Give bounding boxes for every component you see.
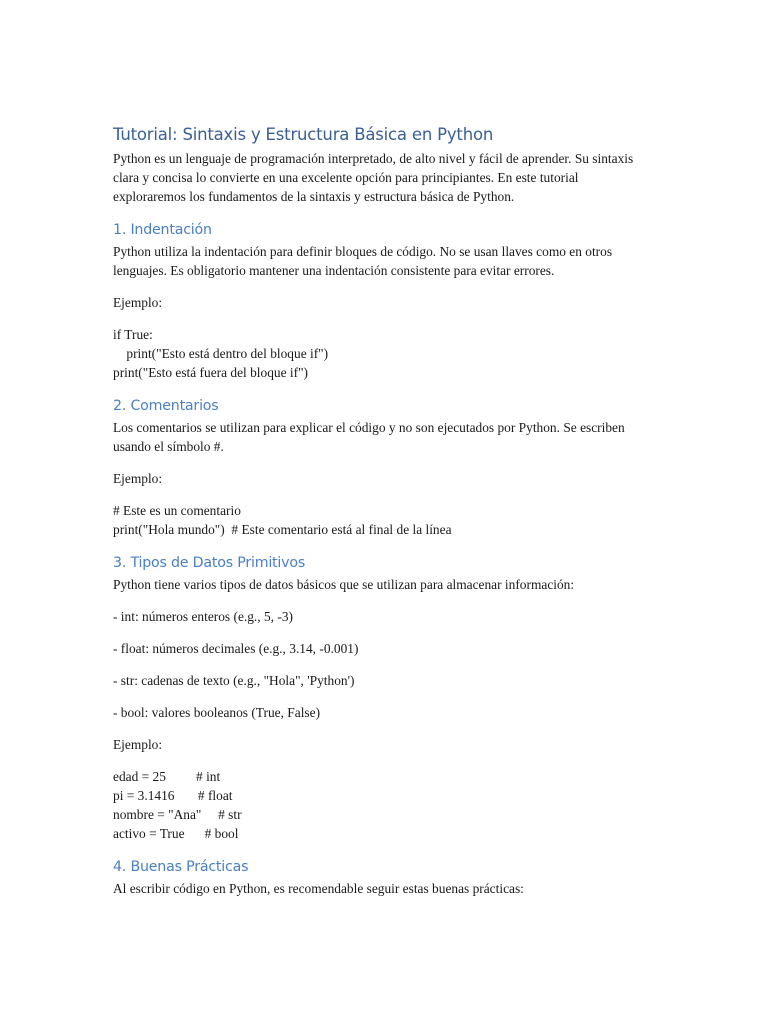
section-text-buenas-practicas: Al escribir código en Python, es recomendable seguir estas buenas prácticas:: [113, 881, 524, 896]
intro-paragraph: Python es un lenguaje de programación interpretado, de alto nivel y fácil de aprender. Su sintaxis clara y concisa lo convierte en una excelente opción para principiantes. En este tutorial exploraremos los fundamentos de la sintaxis y estructura básica de Python.: [113, 151, 634, 204]
list-item: - int: números enteros (e.g., 5, -3): [113, 609, 293, 624]
list-item: - str: cadenas de texto (e.g., "Hola", 'Python'): [113, 673, 355, 688]
section-heading-comentarios: 2. Comentarios: [113, 398, 219, 414]
code-line: # Este es un comentario: [113, 503, 241, 518]
example-label: Ejemplo:: [113, 295, 163, 310]
code-line: if True:: [113, 327, 153, 342]
code-example-comentarios: [113, 501, 653, 539]
list-item: - float: números decimales (e.g., 3.14, -0.001): [113, 641, 359, 656]
section-text-indentacion: Python utiliza la indentación para definir bloques de código. No se usan llaves como en otros lenguajes. Es obligatorio mantener una indentación consistente para evitar errores.: [113, 244, 613, 278]
section-heading-tipos-datos: 3. Tipos de Datos Primitivos: [113, 555, 306, 571]
code-line: edad = 25 # int: [113, 769, 221, 784]
code-line: pi = 3.1416 # float: [113, 788, 233, 803]
section-text-tipos-datos: Python tiene varios tipos de datos básicos que se utilizan para almacenar información:: [113, 577, 575, 592]
example-label: Ejemplo:: [113, 737, 163, 752]
code-line: print("Esto está dentro del bloque if"): [113, 346, 329, 361]
document-body: [113, 124, 653, 898]
code-line: nombre = "Ana" # str: [113, 807, 242, 822]
code-example-indentacion: [113, 325, 653, 382]
code-line: print("Hola mundo") # Este comentario está al final de la línea: [113, 522, 452, 537]
code-line: activo = True # bool: [113, 826, 239, 841]
section-text-comentarios: Los comentarios se utilizan para explicar el código y no son ejecutados por Python. Se escriben usando el símbolo #.: [113, 420, 625, 454]
page-title: Tutorial: Sintaxis y Estructura Básica en Python: [113, 125, 494, 144]
example-label: Ejemplo:: [113, 471, 163, 486]
section-heading-indentacion: 1. Indentación: [113, 222, 212, 238]
code-line: print("Esto está fuera del bloque if"): [113, 365, 308, 380]
section-heading-buenas-practicas: 4. Buenas Prácticas: [113, 859, 249, 875]
list-item: - bool: valores booleanos (True, False): [113, 705, 321, 720]
code-example-tipos-datos: [113, 767, 653, 843]
